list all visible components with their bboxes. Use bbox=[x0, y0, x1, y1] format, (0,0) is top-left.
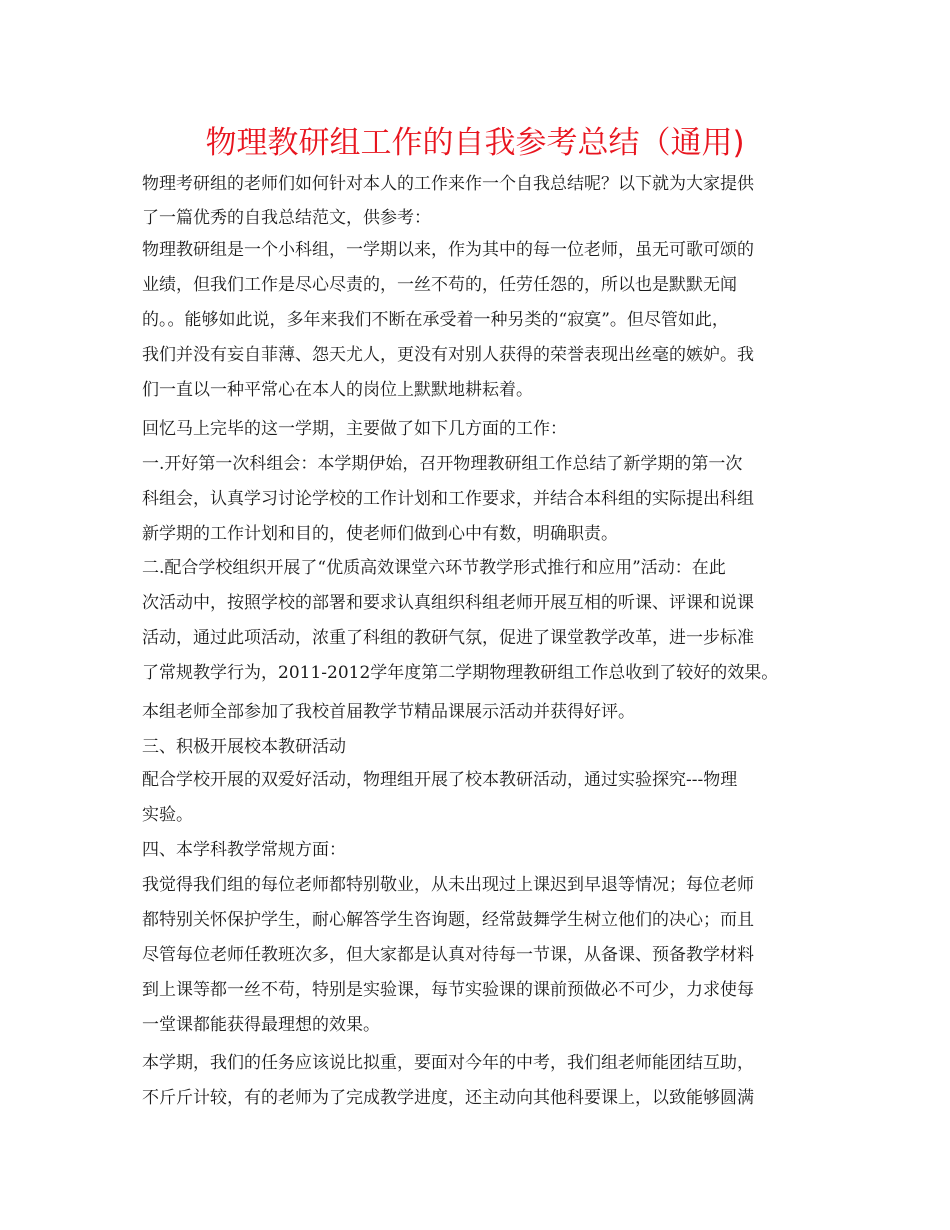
text-line: 二.配合学校组织开展了“优质高效课堂六环节教学形式推行和应用”活动：在此 bbox=[142, 558, 726, 578]
text-line: 业绩，但我们工作是尽心尽责的，一丝不苟的，任劳任怨的，所以也是默默无闻 bbox=[142, 275, 737, 295]
text-line: 配合学校开展的双爱好活动，物理组开展了校本教研活动，通过实验探究---物理 bbox=[142, 770, 738, 790]
text-line: 一.开好第一次科组会：本学期伊始，召开物理教研组工作总结了新学期的第一次 bbox=[142, 454, 743, 474]
text-line: 们一直以一种平常心在本人的岗位上默默地耕耘着。 bbox=[142, 380, 533, 400]
text-line: 新学期的工作计划和目的，使老师们做到心中有数，明确职责。 bbox=[142, 524, 618, 544]
text-line: 回忆马上完毕的这一学期，主要做了如下几方面的工作： bbox=[142, 419, 567, 439]
text-line: 我们并没有妄自菲薄、怨天尤人，更没有对别人获得的荣誉表现出丝毫的嫉妒。我 bbox=[142, 345, 754, 365]
text-line: 我觉得我们组的每位老师都特别敬业，从未出现过上课迟到早退等情况；每位老师 bbox=[142, 875, 754, 895]
text-line: 实验。 bbox=[142, 805, 193, 825]
document-title: 物理教研组工作的自我参考总结（通用) bbox=[205, 125, 745, 161]
text-line: 活动，通过此项活动，浓重了科组的教研气氛，促进了课堂教学改革，进一步标准 bbox=[142, 628, 754, 648]
text-line: 本组老师全部参加了我校首届教学节精品课展示活动并获得好评。 bbox=[142, 702, 635, 722]
text-line: 本学期，我们的任务应该说比拟重，要面对今年的中考，我们组老师能团结互助， bbox=[142, 1053, 754, 1073]
text-line: 的。。能够如此说，多年来我们不断在承受着一种另类的“寂寞”。但尽管如此， bbox=[142, 310, 729, 330]
text-line: 次活动中，按照学校的部署和要求认真组织科组老师开展互相的听课、评课和说课 bbox=[142, 593, 754, 613]
text-line: 尽管每位老师任教班次多，但大家都是认真对待每一节课，从备课、预备教学材料 bbox=[142, 945, 754, 965]
text-line: 物理考研组的老师们如何针对本人的工作来作一个自我总结呢？以下就为大家提供 bbox=[142, 174, 754, 194]
text-line: 都特别关怀保护学生，耐心解答学生咨询题，经常鼓舞学生树立他们的决心；而且 bbox=[142, 910, 754, 930]
text-line: 三、积极开展校本教研活动 bbox=[142, 737, 346, 757]
text-line: 四、本学科教学常规方面： bbox=[142, 840, 346, 860]
text-line: 到上课等都一丝不苟，特别是实验课，每节实验课的课前预做必不可少，力求使每 bbox=[142, 980, 754, 1000]
text-line: 了一篇优秀的自我总结范文，供参考： bbox=[142, 208, 431, 228]
text-line: 科组会，认真学习讨论学校的工作计划和工作要求，并结合本科组的实际提出科组 bbox=[142, 489, 754, 509]
text-line: 一堂课都能获得最理想的效果。 bbox=[142, 1015, 380, 1035]
text-line: 不斤斤计较，有的老师为了完成教学进度，还主动向其他科要课上，以致能够圆满 bbox=[142, 1088, 754, 1108]
text-line: 物理教研组是一个小科组，一学期以来，作为其中的每一位老师，虽无可歌可颂的 bbox=[142, 240, 754, 260]
text-line: 了常规教学行为，2011-2012学年度第二学期物理教研组工作总收到了较好的效果。 bbox=[142, 663, 779, 683]
